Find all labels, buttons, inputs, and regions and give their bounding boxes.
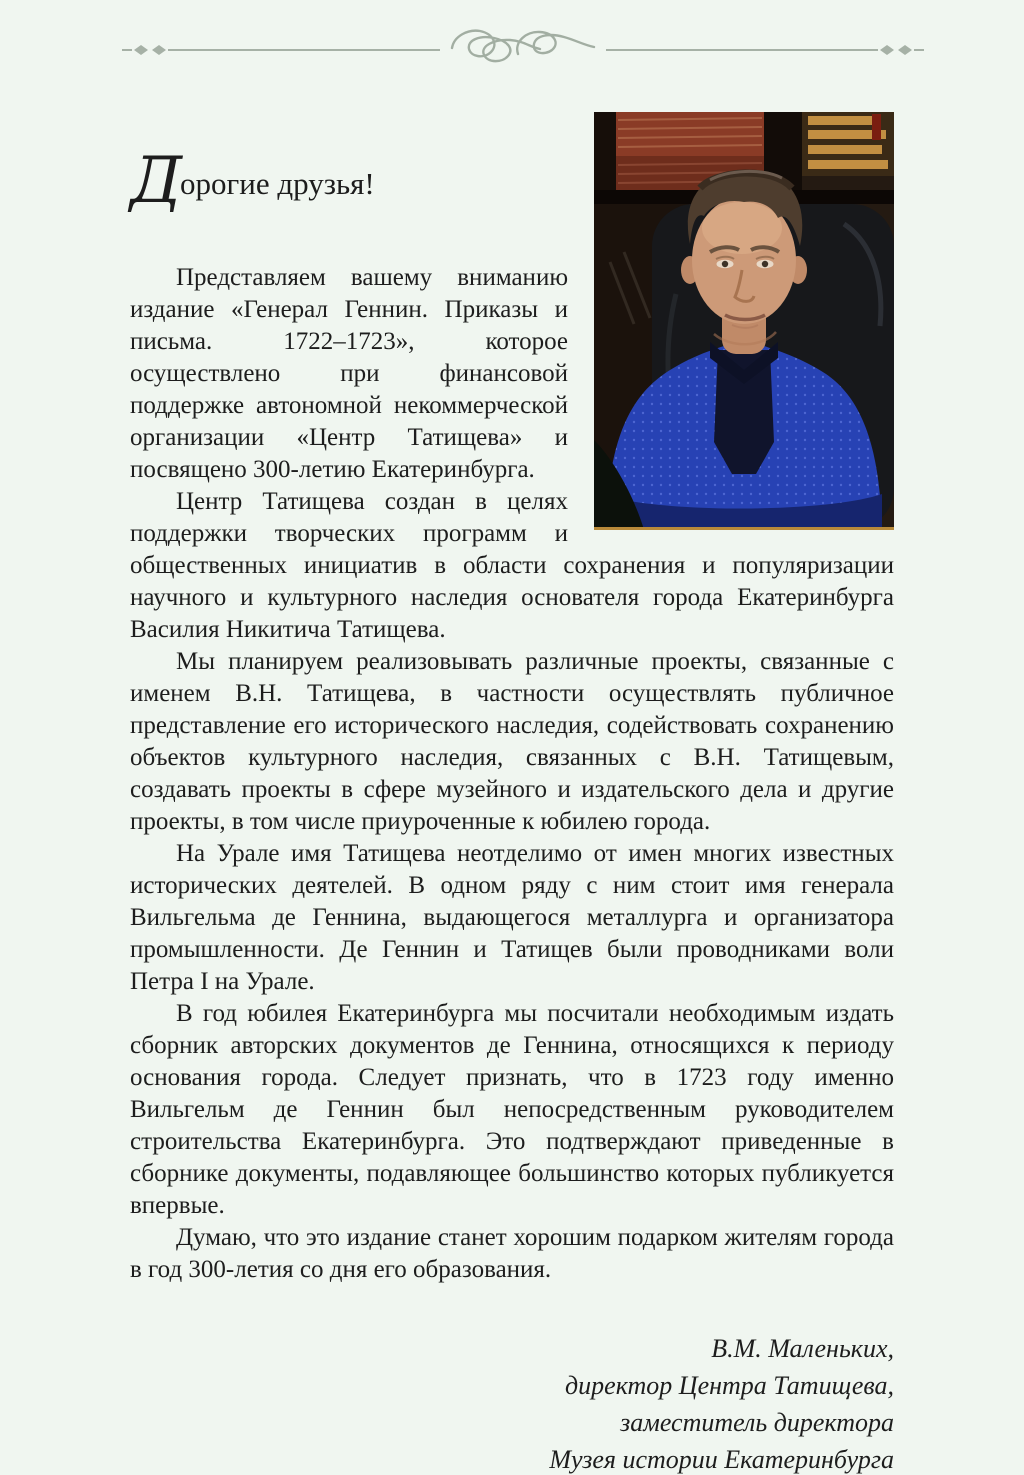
diamond-icon <box>134 45 148 55</box>
calligraphic-flourish-icon <box>448 24 598 68</box>
preface-content <box>130 112 894 1475</box>
body-paragraph: Представляем вашему вниманию издание «Генерал Геннин. Приказы и письма. 1722–1723», которое осуществлено при финансовой поддержке автономной некоммерческой организации «Центр Татищева» и посвящено 300-летию Екатеринбурга. <box>130 264 568 483</box>
ornament-line <box>122 49 132 51</box>
signature-line: Музея истории Екатеринбурга <box>549 1445 894 1474</box>
body-paragraph: Мы планируем реализовывать различные проекты, связанные с именем В.Н. Татищева, в частности осуществлять публичное представление его исторического наследия, содействовать сохранению объектов культурного наследия, связанных с В.Н. Татищевым, создавать проекты в сфере музейного и издательского дела и другие проекты, в том числе приуроченные к юбилею города. <box>130 648 894 835</box>
body-paragraph: В год юбилея Екатеринбурга мы посчитали необходимым издать сборник авторских документов де Геннина, относящихся к периоду основания города. Следует признать, что в 1723 году именно Вильгельм де Геннин был непосредственным руководителем строительства Екатеринбурга. Это подтверждают приведенные в сборнике документы, подавляющее большинство которых публикуется впервые. <box>130 1000 894 1219</box>
body-paragraph: Центр Татищева создан в целях поддержки творческих программ и общественных инициатив в области сохранения и популяризации научного и культурного наследия основателя города Екатеринбурга Василия Никитича Татищева. <box>130 488 894 643</box>
signature-line: В.М. Маленьких, <box>711 1334 894 1363</box>
body-paragraph: Думаю, что это издание станет хорошим подарком жителям города в год 300-летия со дня его образования. <box>130 1224 894 1283</box>
ornament-line <box>168 49 440 51</box>
ornament-line <box>606 49 878 51</box>
portrait-photo <box>594 112 894 530</box>
heading-text: орогие друзья! <box>180 166 375 201</box>
heading-drop-initial: Д <box>130 144 181 218</box>
ornament-line <box>914 49 924 51</box>
body-paragraph: На Урале имя Татищева неотделимо от имен многих известных исторических деятелей. В одном ряду с ним стоит имя генерала Вильгельма де Геннина, выдающегося металлурга и организатора промышленности. Де Геннин и Татищев были проводниками воли Петра I на Урале. <box>130 840 894 995</box>
header-ornament <box>122 36 924 64</box>
signature-line: заместитель директора <box>620 1408 894 1437</box>
signature-block <box>130 1330 894 1475</box>
diamond-icon <box>898 45 912 55</box>
diamond-icon <box>880 45 894 55</box>
diamond-icon <box>152 45 166 55</box>
signature-line: директор Центра Татищева, <box>565 1371 894 1400</box>
portrait-illustration <box>594 112 894 530</box>
